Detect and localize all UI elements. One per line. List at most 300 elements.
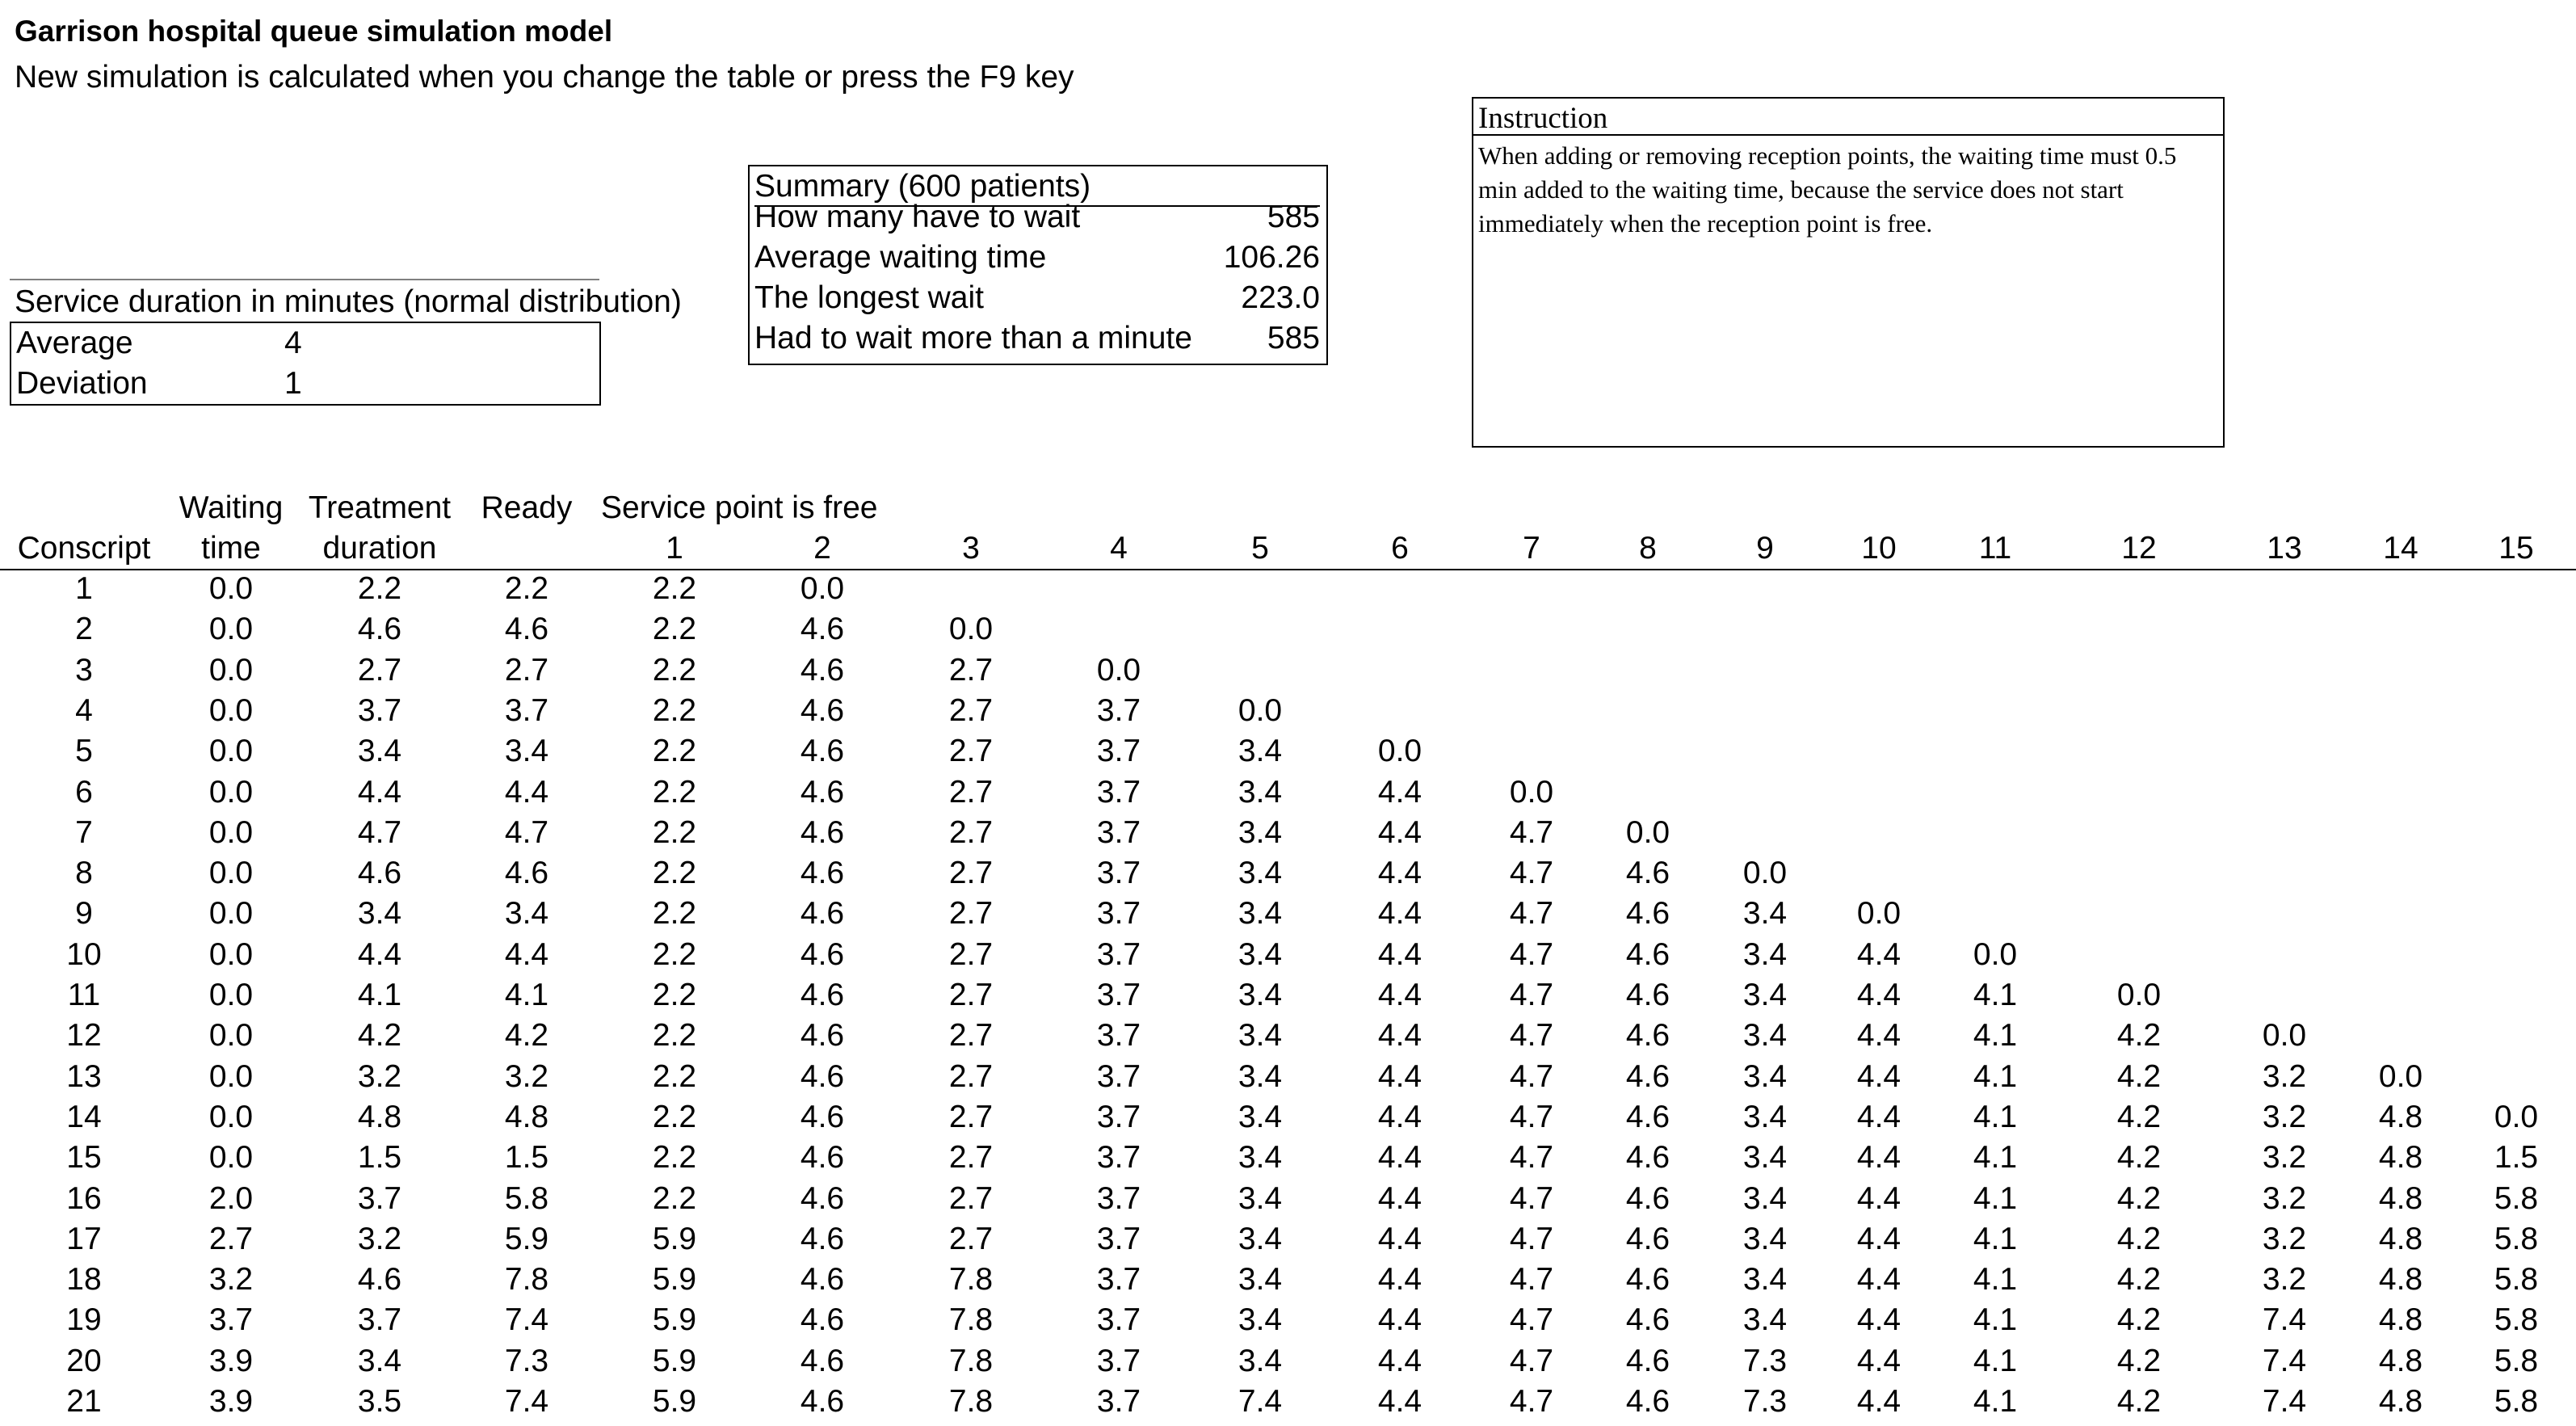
- table-cell[interactable]: 3.7: [1096, 978, 1141, 1012]
- table-cell[interactable]: 0.0: [2494, 1099, 2539, 1134]
- table-cell[interactable]: 4.1: [1973, 1221, 2018, 1256]
- table-cell[interactable]: 3.4: [504, 896, 549, 932]
- table-cell[interactable]: 0.0: [208, 856, 254, 891]
- table-row-number[interactable]: 9: [75, 896, 93, 932]
- table-cell[interactable]: 4.8: [2378, 1140, 2423, 1176]
- table-cell[interactable]: 0.0: [208, 1018, 254, 1054]
- table-cell[interactable]: 5.9: [652, 1221, 697, 1256]
- table-cell[interactable]: 4.4: [1377, 1140, 1422, 1176]
- table-cell[interactable]: 4.7: [1509, 896, 1554, 932]
- table-cell[interactable]: 3.9: [208, 1384, 254, 1419]
- table-cell[interactable]: 4.6: [800, 856, 845, 891]
- table-row-number[interactable]: 20: [66, 1343, 102, 1378]
- table-cell[interactable]: 5.9: [652, 1262, 697, 1298]
- table-cell[interactable]: 2.0: [208, 1180, 254, 1216]
- table-row-number[interactable]: 1: [75, 571, 93, 606]
- table-cell[interactable]: 4.4: [1856, 1384, 1902, 1419]
- table-cell[interactable]: 0.0: [1973, 936, 2018, 972]
- table-cell[interactable]: 4.4: [1856, 1180, 1902, 1216]
- table-cell[interactable]: 4.4: [1856, 978, 1902, 1012]
- table-cell[interactable]: 4.7: [1509, 1343, 1554, 1378]
- table-cell[interactable]: 2.2: [652, 936, 697, 972]
- table-cell[interactable]: 2.7: [357, 652, 402, 688]
- table-cell[interactable]: 4.4: [1377, 1262, 1422, 1298]
- table-cell[interactable]: 3.7: [1096, 1180, 1141, 1216]
- table-cell[interactable]: 5.8: [2494, 1262, 2539, 1298]
- table-cell[interactable]: 4.6: [800, 692, 845, 728]
- table-row-number[interactable]: 4: [75, 692, 93, 728]
- table-cell[interactable]: 2.7: [948, 692, 994, 728]
- table-cell[interactable]: 4.6: [800, 1262, 845, 1298]
- table-cell[interactable]: 7.8: [504, 1262, 549, 1298]
- table-cell[interactable]: 4.6: [800, 1221, 845, 1256]
- table-cell[interactable]: 4.7: [504, 814, 549, 850]
- table-cell[interactable]: 4.6: [800, 1302, 845, 1338]
- table-row-number[interactable]: 12: [66, 1018, 102, 1054]
- table-cell[interactable]: 3.7: [357, 1180, 402, 1216]
- table-row-number[interactable]: 19: [66, 1302, 102, 1338]
- table-cell[interactable]: 4.1: [1973, 978, 2018, 1012]
- table-cell[interactable]: 3.4: [1238, 1302, 1283, 1338]
- table-cell[interactable]: 0.0: [208, 936, 254, 972]
- table-cell[interactable]: 4.6: [357, 612, 402, 647]
- table-cell[interactable]: 4.6: [800, 1099, 845, 1134]
- table-cell[interactable]: 2.7: [948, 1221, 994, 1256]
- table-cell[interactable]: 3.4: [357, 1343, 402, 1378]
- table-cell[interactable]: 3.7: [1096, 774, 1141, 810]
- table-cell[interactable]: 2.7: [948, 1140, 994, 1176]
- table-cell[interactable]: 4.7: [1509, 1018, 1554, 1054]
- table-cell[interactable]: 0.0: [208, 978, 254, 1012]
- table-cell[interactable]: 0.0: [800, 571, 845, 606]
- table-cell[interactable]: 4.6: [1625, 1140, 1670, 1176]
- table-cell[interactable]: 4.4: [1856, 1099, 1902, 1134]
- table-cell[interactable]: 5.9: [652, 1343, 697, 1378]
- table-cell[interactable]: 4.7: [1509, 1221, 1554, 1256]
- table-cell[interactable]: 4.6: [1625, 896, 1670, 932]
- table-cell[interactable]: 3.4: [1238, 1343, 1283, 1378]
- table-cell[interactable]: 4.4: [1377, 1221, 1422, 1256]
- table-cell[interactable]: 2.2: [652, 612, 697, 647]
- table-cell[interactable]: 3.4: [1238, 814, 1283, 850]
- table-cell[interactable]: 0.0: [208, 652, 254, 688]
- table-cell[interactable]: 3.7: [1096, 734, 1141, 769]
- table-cell[interactable]: 4.1: [1973, 1018, 2018, 1054]
- table-cell[interactable]: 2.2: [652, 978, 697, 1012]
- table-cell[interactable]: 4.4: [1856, 1018, 1902, 1054]
- table-cell[interactable]: 2.7: [948, 1180, 994, 1216]
- table-cell[interactable]: 3.4: [357, 896, 402, 932]
- table-row-number[interactable]: 7: [75, 814, 93, 850]
- table-cell[interactable]: 4.2: [504, 1018, 549, 1054]
- table-cell[interactable]: 3.4: [1742, 1180, 1788, 1216]
- table-cell[interactable]: 0.0: [208, 571, 254, 606]
- table-cell[interactable]: 5.9: [504, 1221, 549, 1256]
- table-cell[interactable]: 4.2: [2116, 1099, 2162, 1134]
- table-cell[interactable]: 4.2: [357, 1018, 402, 1054]
- table-cell[interactable]: 4.1: [1973, 1343, 2018, 1378]
- table-cell[interactable]: 3.4: [1238, 1180, 1283, 1216]
- table-cell[interactable]: 4.4: [1377, 814, 1422, 850]
- table-cell[interactable]: 2.7: [948, 814, 994, 850]
- table-cell[interactable]: 2.2: [652, 856, 697, 891]
- table-cell[interactable]: 2.2: [652, 734, 697, 769]
- table-cell[interactable]: 4.6: [800, 1018, 845, 1054]
- table-cell[interactable]: 4.6: [800, 1058, 845, 1094]
- table-row-number[interactable]: 15: [66, 1140, 102, 1176]
- table-cell[interactable]: 7.8: [948, 1262, 994, 1298]
- table-cell[interactable]: 3.4: [1238, 856, 1283, 891]
- table-cell[interactable]: 3.7: [1096, 856, 1141, 891]
- table-cell[interactable]: 0.0: [2378, 1058, 2423, 1094]
- table-cell[interactable]: 5.8: [2494, 1384, 2539, 1419]
- table-cell[interactable]: 0.0: [208, 1058, 254, 1094]
- table-cell[interactable]: 4.6: [800, 936, 845, 972]
- table-cell[interactable]: 2.7: [948, 652, 994, 688]
- table-cell[interactable]: 4.2: [2116, 1221, 2162, 1256]
- table-cell[interactable]: 4.6: [800, 1180, 845, 1216]
- table-cell[interactable]: 4.7: [1509, 1058, 1554, 1094]
- table-cell[interactable]: 4.7: [1509, 1099, 1554, 1134]
- table-cell[interactable]: 2.7: [948, 734, 994, 769]
- table-cell[interactable]: 4.6: [504, 612, 549, 647]
- table-cell[interactable]: 4.6: [1625, 1343, 1670, 1378]
- table-cell[interactable]: 4.6: [357, 856, 402, 891]
- table-cell[interactable]: 2.2: [652, 814, 697, 850]
- table-cell[interactable]: 4.4: [1377, 1384, 1422, 1419]
- table-cell[interactable]: 4.2: [2116, 1262, 2162, 1298]
- table-cell[interactable]: 4.4: [1377, 1018, 1422, 1054]
- table-cell[interactable]: 2.2: [652, 1140, 697, 1176]
- table-cell[interactable]: 2.7: [948, 896, 994, 932]
- table-cell[interactable]: 5.8: [504, 1180, 549, 1216]
- table-cell[interactable]: 3.7: [1096, 896, 1141, 932]
- table-cell[interactable]: 2.7: [948, 774, 994, 810]
- table-cell[interactable]: 4.4: [1856, 1221, 1902, 1256]
- table-cell[interactable]: 4.6: [1625, 1302, 1670, 1338]
- table-cell[interactable]: 4.8: [2378, 1221, 2423, 1256]
- table-cell[interactable]: 4.6: [800, 652, 845, 688]
- table-cell[interactable]: 4.4: [1377, 1343, 1422, 1378]
- table-cell[interactable]: 4.4: [1377, 856, 1422, 891]
- table-cell[interactable]: 3.4: [1238, 1018, 1283, 1054]
- table-cell[interactable]: 4.4: [1856, 936, 1902, 972]
- table-cell[interactable]: 3.4: [1238, 1221, 1283, 1256]
- table-cell[interactable]: 3.7: [1096, 1384, 1141, 1419]
- table-cell[interactable]: 3.4: [1742, 1140, 1788, 1176]
- table-cell[interactable]: 7.4: [2262, 1302, 2307, 1338]
- table-cell[interactable]: 3.4: [1742, 1262, 1788, 1298]
- table-cell[interactable]: 0.0: [1625, 814, 1670, 850]
- table-cell[interactable]: 2.7: [948, 856, 994, 891]
- table-cell[interactable]: 4.4: [1856, 1058, 1902, 1094]
- table-cell[interactable]: 3.7: [1096, 692, 1141, 728]
- table-cell[interactable]: 4.6: [357, 1262, 402, 1298]
- table-cell[interactable]: 2.7: [948, 936, 994, 972]
- table-cell[interactable]: 4.6: [1625, 1180, 1670, 1216]
- table-cell[interactable]: 5.8: [2494, 1180, 2539, 1216]
- table-cell[interactable]: 4.7: [1509, 1180, 1554, 1216]
- table-cell[interactable]: 0.0: [208, 734, 254, 769]
- table-cell[interactable]: 3.4: [1742, 978, 1788, 1012]
- table-cell[interactable]: 3.4: [1742, 1302, 1788, 1338]
- table-cell[interactable]: 0.0: [2116, 978, 2162, 1012]
- table-cell[interactable]: 7.4: [504, 1384, 549, 1419]
- table-cell[interactable]: 5.9: [652, 1302, 697, 1338]
- table-cell[interactable]: 2.2: [357, 571, 402, 606]
- table-cell[interactable]: 0.0: [208, 1099, 254, 1134]
- table-cell[interactable]: 4.1: [1973, 1058, 2018, 1094]
- table-cell[interactable]: 2.7: [948, 978, 994, 1012]
- table-cell[interactable]: 3.4: [1742, 1221, 1788, 1256]
- table-cell[interactable]: 4.4: [504, 774, 549, 810]
- table-cell[interactable]: 4.4: [1377, 896, 1422, 932]
- table-cell[interactable]: 4.2: [2116, 1343, 2162, 1378]
- table-cell[interactable]: 0.0: [1096, 652, 1141, 688]
- table-cell[interactable]: 4.2: [2116, 1384, 2162, 1419]
- table-cell[interactable]: 4.6: [1625, 1384, 1670, 1419]
- table-cell[interactable]: 4.6: [800, 978, 845, 1012]
- table-cell[interactable]: 0.0: [1856, 896, 1902, 932]
- table-cell[interactable]: 4.7: [1509, 1384, 1554, 1419]
- table-cell[interactable]: 4.6: [1625, 1058, 1670, 1094]
- table-cell[interactable]: 3.7: [1096, 1262, 1141, 1298]
- table-row-number[interactable]: 6: [75, 774, 93, 810]
- table-cell[interactable]: 4.1: [1973, 1384, 2018, 1419]
- table-cell[interactable]: 4.1: [1973, 1262, 2018, 1298]
- table-cell[interactable]: 4.1: [1973, 1180, 2018, 1216]
- table-cell[interactable]: 3.4: [1238, 1140, 1283, 1176]
- table-cell[interactable]: 4.6: [1625, 978, 1670, 1012]
- table-cell[interactable]: 7.8: [948, 1343, 994, 1378]
- table-cell[interactable]: 4.8: [2378, 1262, 2423, 1298]
- table-cell[interactable]: 4.6: [1625, 1221, 1670, 1256]
- table-cell[interactable]: 1.5: [357, 1140, 402, 1176]
- table-cell[interactable]: 3.4: [1742, 896, 1788, 932]
- table-cell[interactable]: 0.0: [948, 612, 994, 647]
- table-cell[interactable]: 4.8: [2378, 1384, 2423, 1419]
- table-cell[interactable]: 0.0: [208, 814, 254, 850]
- service-average-value[interactable]: 4: [284, 326, 302, 360]
- table-cell[interactable]: 4.1: [357, 978, 402, 1012]
- table-row-number[interactable]: 3: [75, 652, 93, 688]
- table-cell[interactable]: 3.7: [504, 692, 549, 728]
- table-cell[interactable]: 4.6: [800, 612, 845, 647]
- table-cell[interactable]: 4.7: [1509, 936, 1554, 972]
- table-cell[interactable]: 7.4: [504, 1302, 549, 1338]
- table-cell[interactable]: 7.8: [948, 1302, 994, 1338]
- table-cell[interactable]: 4.6: [1625, 1099, 1670, 1134]
- table-cell[interactable]: 4.6: [800, 774, 845, 810]
- table-cell[interactable]: 3.4: [1742, 936, 1788, 972]
- table-cell[interactable]: 3.4: [1238, 1058, 1283, 1094]
- table-cell[interactable]: 4.4: [1377, 978, 1422, 1012]
- table-cell[interactable]: 5.9: [652, 1384, 697, 1419]
- table-cell[interactable]: 2.2: [652, 652, 697, 688]
- table-cell[interactable]: 3.5: [357, 1384, 402, 1419]
- table-cell[interactable]: 4.4: [1377, 1180, 1422, 1216]
- table-cell[interactable]: 4.8: [2378, 1302, 2423, 1338]
- table-cell[interactable]: 4.7: [357, 814, 402, 850]
- table-row-number[interactable]: 18: [66, 1262, 102, 1298]
- table-cell[interactable]: 3.7: [1096, 1140, 1141, 1176]
- table-cell[interactable]: 4.6: [800, 814, 845, 850]
- table-cell[interactable]: 2.2: [652, 896, 697, 932]
- table-row-number[interactable]: 11: [67, 978, 101, 1012]
- table-cell[interactable]: 4.2: [2116, 1302, 2162, 1338]
- table-row-number[interactable]: 10: [66, 936, 102, 972]
- table-cell[interactable]: 3.7: [1096, 1221, 1141, 1256]
- table-cell[interactable]: 7.3: [504, 1343, 549, 1378]
- table-cell[interactable]: 2.7: [504, 652, 549, 688]
- table-cell[interactable]: 2.2: [504, 571, 549, 606]
- table-cell[interactable]: 3.7: [357, 1302, 402, 1338]
- table-cell[interactable]: 3.7: [1096, 1099, 1141, 1134]
- table-row-number[interactable]: 16: [66, 1180, 102, 1216]
- table-cell[interactable]: 4.7: [1509, 1302, 1554, 1338]
- table-cell[interactable]: 4.7: [1509, 814, 1554, 850]
- table-cell[interactable]: 4.1: [1973, 1302, 2018, 1338]
- table-cell[interactable]: 3.7: [208, 1302, 254, 1338]
- table-cell[interactable]: 0.0: [208, 896, 254, 932]
- table-row-number[interactable]: 21: [66, 1384, 102, 1419]
- table-cell[interactable]: 4.7: [1509, 1262, 1554, 1298]
- table-cell[interactable]: 0.0: [208, 774, 254, 810]
- instruction-textbox[interactable]: [1472, 97, 2225, 448]
- table-cell[interactable]: 3.7: [1096, 936, 1141, 972]
- table-cell[interactable]: 4.6: [800, 896, 845, 932]
- table-cell[interactable]: 0.0: [2262, 1018, 2307, 1054]
- table-cell[interactable]: 3.4: [1238, 896, 1283, 932]
- table-cell[interactable]: 3.2: [357, 1221, 402, 1256]
- table-cell[interactable]: 7.4: [1238, 1384, 1283, 1419]
- table-row-number[interactable]: 17: [66, 1221, 102, 1256]
- table-cell[interactable]: 4.4: [504, 936, 549, 972]
- table-cell[interactable]: 4.2: [2116, 1058, 2162, 1094]
- table-cell[interactable]: 3.7: [1096, 1058, 1141, 1094]
- table-cell[interactable]: 4.1: [504, 978, 549, 1012]
- table-cell[interactable]: 3.7: [1096, 1343, 1141, 1378]
- table-cell[interactable]: 4.6: [1625, 1018, 1670, 1054]
- table-cell[interactable]: 3.4: [1238, 734, 1283, 769]
- table-cell[interactable]: 4.2: [2116, 1180, 2162, 1216]
- table-cell[interactable]: 4.4: [1377, 774, 1422, 810]
- table-cell[interactable]: 3.2: [208, 1262, 254, 1298]
- table-cell[interactable]: 3.4: [1238, 1099, 1283, 1134]
- table-cell[interactable]: 4.6: [1625, 936, 1670, 972]
- table-cell[interactable]: 4.8: [2378, 1099, 2423, 1134]
- table-cell[interactable]: 3.4: [1238, 936, 1283, 972]
- table-cell[interactable]: 4.4: [1377, 936, 1422, 972]
- table-cell[interactable]: 4.6: [800, 1343, 845, 1378]
- table-cell[interactable]: 4.4: [1856, 1140, 1902, 1176]
- table-cell[interactable]: 1.5: [2494, 1140, 2539, 1176]
- table-cell[interactable]: 0.0: [1509, 774, 1554, 810]
- table-cell[interactable]: 3.4: [1742, 1099, 1788, 1134]
- table-cell[interactable]: 0.0: [208, 612, 254, 647]
- table-cell[interactable]: 2.7: [948, 1018, 994, 1054]
- table-cell[interactable]: 5.8: [2494, 1221, 2539, 1256]
- table-row-number[interactable]: 13: [66, 1058, 102, 1094]
- table-cell[interactable]: 2.2: [652, 1058, 697, 1094]
- service-deviation-value[interactable]: 1: [284, 366, 302, 401]
- table-cell[interactable]: 2.7: [948, 1099, 994, 1134]
- table-cell[interactable]: 4.7: [1509, 978, 1554, 1012]
- table-cell[interactable]: 4.4: [357, 936, 402, 972]
- table-cell[interactable]: 3.2: [357, 1058, 402, 1094]
- table-row-number[interactable]: 14: [66, 1099, 102, 1134]
- table-cell[interactable]: 7.3: [1742, 1343, 1788, 1378]
- table-cell[interactable]: 7.4: [2262, 1384, 2307, 1419]
- table-cell[interactable]: 3.7: [357, 692, 402, 728]
- table-cell[interactable]: 4.8: [2378, 1180, 2423, 1216]
- table-cell[interactable]: 4.4: [1856, 1343, 1902, 1378]
- table-cell[interactable]: 0.0: [1377, 734, 1422, 769]
- table-cell[interactable]: 2.7: [208, 1221, 254, 1256]
- table-cell[interactable]: 3.4: [504, 734, 549, 769]
- table-cell[interactable]: 3.9: [208, 1343, 254, 1378]
- table-cell[interactable]: 3.7: [1096, 814, 1141, 850]
- table-cell[interactable]: 3.7: [1096, 1018, 1141, 1054]
- table-cell[interactable]: 3.4: [1238, 774, 1283, 810]
- table-cell[interactable]: 0.0: [208, 1140, 254, 1176]
- table-cell[interactable]: 2.2: [652, 692, 697, 728]
- table-cell[interactable]: 4.6: [1625, 856, 1670, 891]
- table-cell[interactable]: 3.2: [2262, 1140, 2307, 1176]
- table-cell[interactable]: 3.2: [2262, 1180, 2307, 1216]
- table-row-number[interactable]: 5: [75, 734, 93, 769]
- table-cell[interactable]: 3.4: [1238, 978, 1283, 1012]
- table-cell[interactable]: 4.4: [1856, 1302, 1902, 1338]
- table-cell[interactable]: 4.2: [2116, 1140, 2162, 1176]
- table-cell[interactable]: 4.7: [1509, 856, 1554, 891]
- table-cell[interactable]: 0.0: [208, 692, 254, 728]
- table-cell[interactable]: 3.7: [1096, 1302, 1141, 1338]
- table-cell[interactable]: 4.6: [504, 856, 549, 891]
- table-cell[interactable]: 4.8: [357, 1099, 402, 1134]
- table-cell[interactable]: 4.6: [1625, 1262, 1670, 1298]
- table-cell[interactable]: 4.4: [1377, 1058, 1422, 1094]
- table-cell[interactable]: 5.8: [2494, 1343, 2539, 1378]
- table-row-number[interactable]: 8: [75, 856, 93, 891]
- table-cell[interactable]: 4.2: [2116, 1018, 2162, 1054]
- table-cell[interactable]: 4.4: [1377, 1302, 1422, 1338]
- table-row-number[interactable]: 2: [75, 612, 93, 647]
- table-cell[interactable]: 4.4: [1377, 1099, 1422, 1134]
- table-cell[interactable]: 3.2: [2262, 1262, 2307, 1298]
- table-cell[interactable]: 7.4: [2262, 1343, 2307, 1378]
- table-cell[interactable]: 3.2: [504, 1058, 549, 1094]
- table-cell[interactable]: 4.6: [800, 1140, 845, 1176]
- table-cell[interactable]: 0.0: [1238, 692, 1283, 728]
- table-cell[interactable]: 4.4: [357, 774, 402, 810]
- table-cell[interactable]: 4.8: [504, 1099, 549, 1134]
- table-cell[interactable]: 0.0: [1742, 856, 1788, 891]
- table-cell[interactable]: 7.8: [948, 1384, 994, 1419]
- table-cell[interactable]: 2.2: [652, 774, 697, 810]
- table-cell[interactable]: 4.7: [1509, 1140, 1554, 1176]
- table-cell[interactable]: 4.6: [800, 734, 845, 769]
- table-cell[interactable]: 4.1: [1973, 1140, 2018, 1176]
- table-cell[interactable]: 3.4: [357, 734, 402, 769]
- table-cell[interactable]: 2.2: [652, 571, 697, 606]
- table-cell[interactable]: 1.5: [504, 1140, 549, 1176]
- table-cell[interactable]: 4.8: [2378, 1343, 2423, 1378]
- table-cell[interactable]: 7.3: [1742, 1384, 1788, 1419]
- table-cell[interactable]: 2.2: [652, 1018, 697, 1054]
- table-cell[interactable]: 5.8: [2494, 1302, 2539, 1338]
- table-cell[interactable]: 2.7: [948, 1058, 994, 1094]
